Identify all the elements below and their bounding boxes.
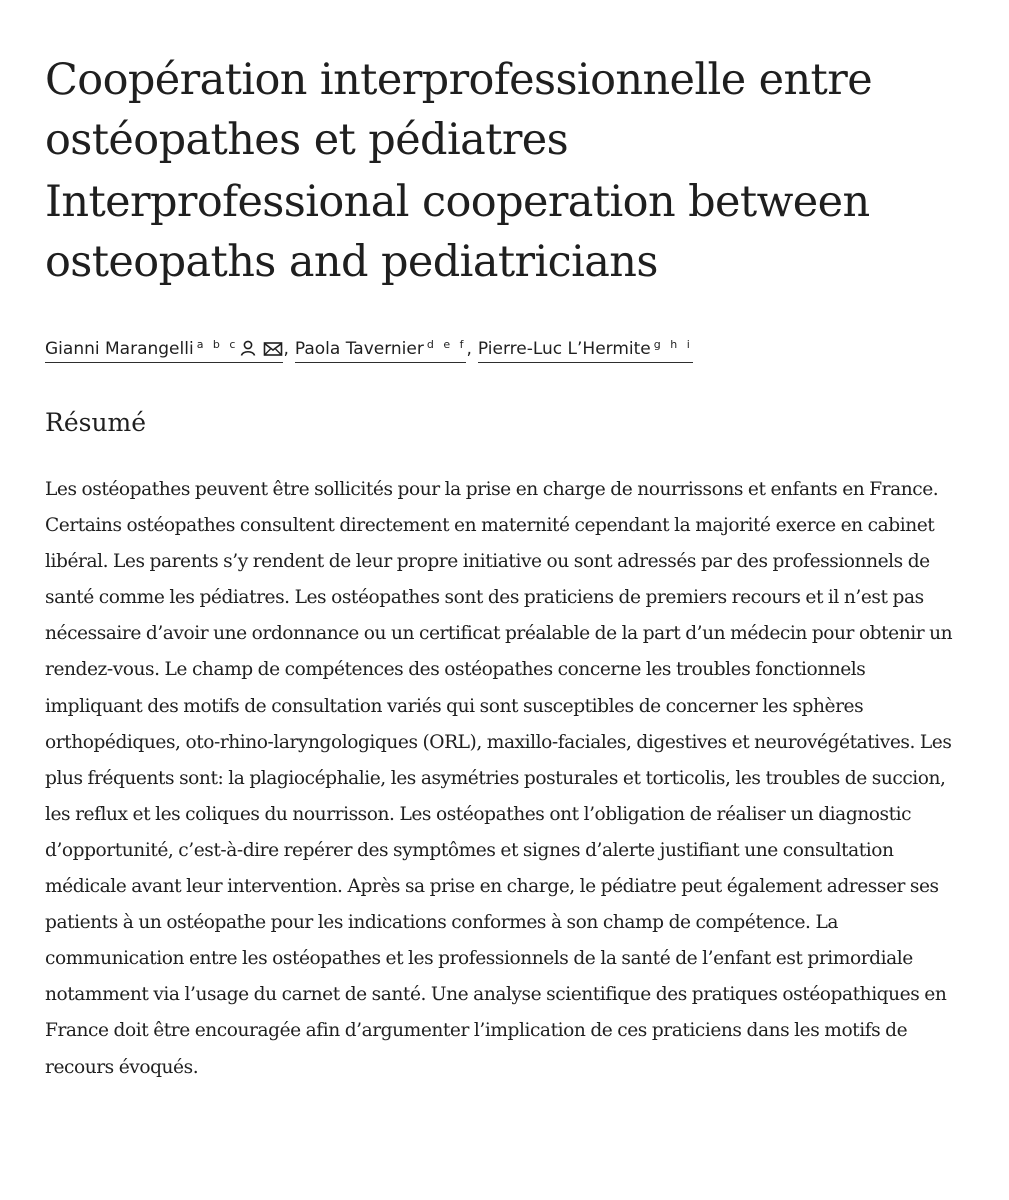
author-affiliations: d e f: [426, 338, 467, 351]
article-title-french: Coopération interprofessionnelle entre ostéopathes et pédiatres: [45, 55, 873, 165]
envelope-icon[interactable]: [263, 341, 283, 357]
author-affiliations: a b c: [196, 338, 239, 351]
article-page: [45, 50, 965, 1104]
author-name: Paola Tavernier: [294, 339, 424, 359]
author-name: Gianni Marangelli: [45, 339, 194, 359]
author-list: [45, 333, 965, 363]
author-link-marangelli[interactable]: [45, 333, 283, 363]
article-title-english: Interprofessional cooperation between osteopaths and pediatricians: [45, 177, 870, 287]
author-name: Pierre-Luc L’Hermite: [477, 339, 651, 359]
abstract-text: Les ostéopathes peuvent être sollicités pour la prise en charge de nourrissons et enfants en France. Certains ostéopathes consultent directement en maternité cependant la majorité exerce en cabinet libéral. Les parents s’y rendent de leur propre initiative ou sont adressés par des professionnels de santé comme les pédiatres. Les ostéopathes sont des praticiens de premiers recours et il n’est pas nécessaire d’avoir une ordonnance ou un certificat préalable de la part d’un médecin pour obtenir un rendez-vous. Le champ de compétences des ostéopathes concerne les troubles fonctionnels impliquant des motifs de consultation variés qui sont susceptibles de concerner les sphères orthopédiques, oto-rhino-laryngologiques (ORL), maxillo-faciales, digestives et neurovégétatives. Les plus fréquents sont: la plagiocéphalie, les asymétries posturales et torticolis, les troubles de succion, les reflux et les coliques du nourrisson. Les ostéopathes ont l’obligation de réaliser un diagnostic d’opportunité, c’est-à-dire repérer des symptômes et signes d’alerte justifiant une consultation médicale avant leur intervention. Après sa prise en charge, le pédiatre peut également adresser ses patients à un ostéopathe pour les indications conformes à son champ de compétence. La communication entre les ostéopathes et les professionnels de la santé de l’enfant est primordiale notamment via l’usage du carnet de santé. Une analyse scientifique des pratiques ostéopathiques en France doit être encouragée afin d’argumenter l’implication de ces praticiens dans les motifs de recours évoqués.: [45, 479, 953, 1078]
author-separator: ,: [466, 339, 472, 359]
author-separator: ,: [283, 339, 289, 359]
author-link-tavernier[interactable]: [295, 333, 467, 363]
author-affiliations: g h i: [653, 338, 693, 351]
person-icon[interactable]: [239, 339, 257, 357]
abstract-heading: Résumé: [45, 408, 147, 437]
author-link-lhermite[interactable]: [478, 333, 693, 363]
